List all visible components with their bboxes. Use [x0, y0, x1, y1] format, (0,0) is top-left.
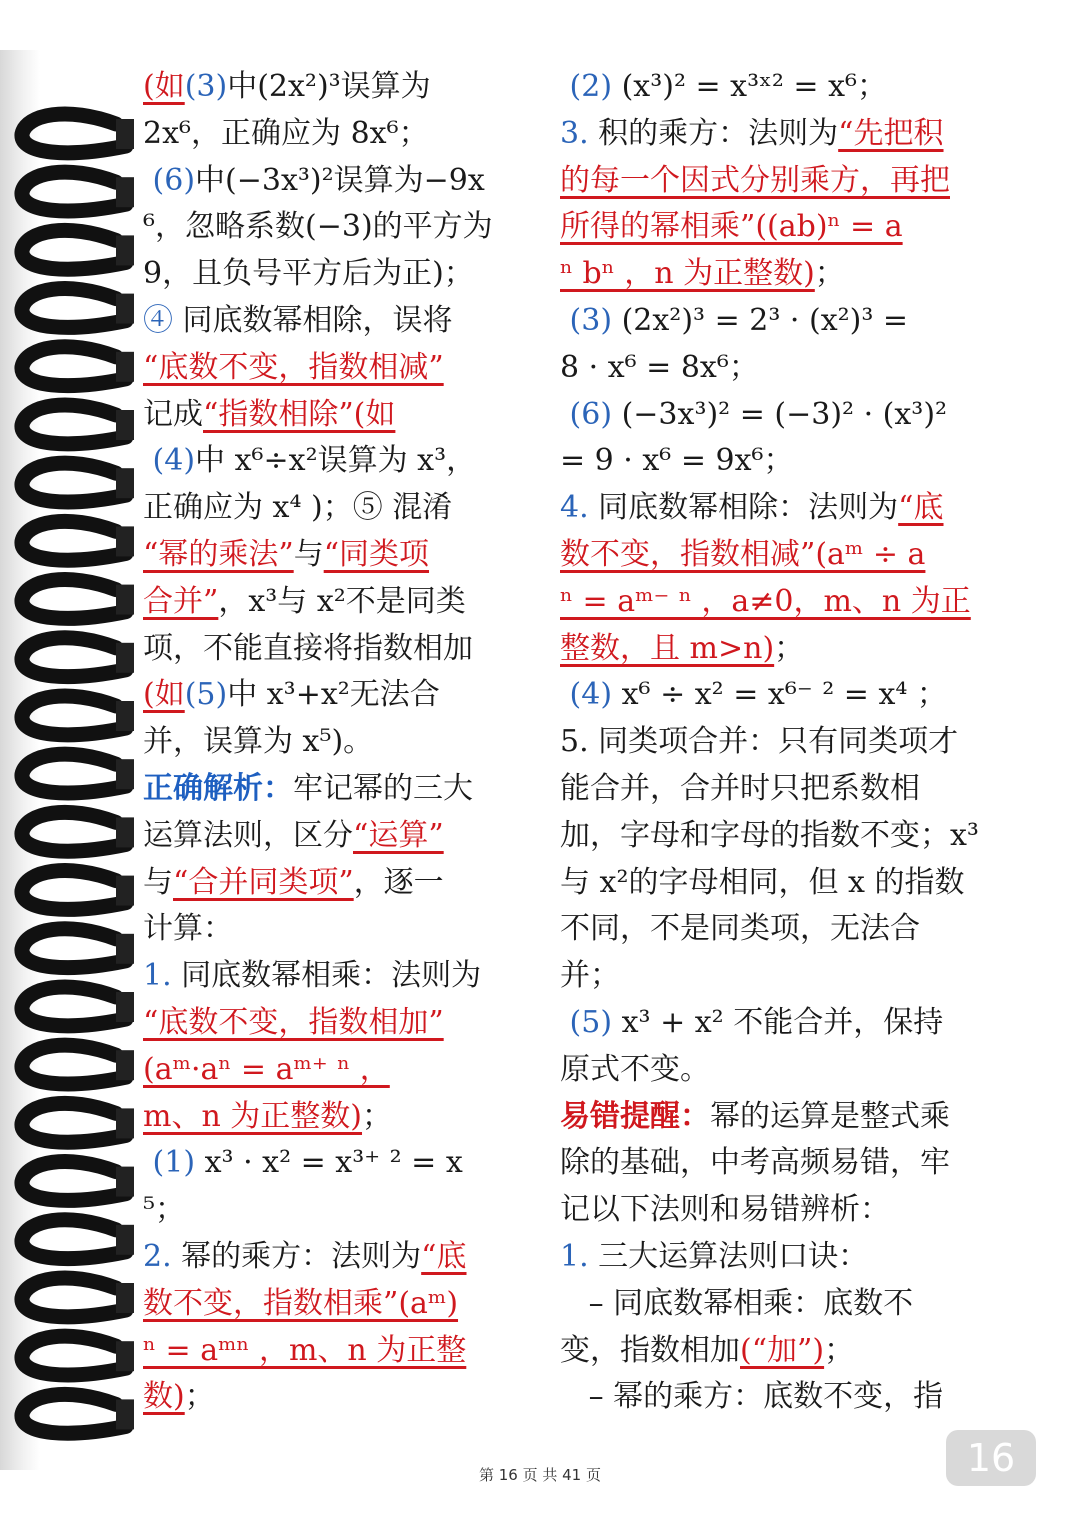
- spiral-coil: [22, 812, 126, 851]
- text-line: 加，字母和字母的指数不变；x³: [560, 817, 979, 853]
- spiral-coil: [22, 754, 126, 793]
- spiral-hole: [116, 876, 134, 906]
- spiral-coil: [22, 1220, 126, 1259]
- spiral-coil: [22, 463, 126, 502]
- spiral-coil: [22, 1278, 126, 1317]
- text-line: 除的基础，中考高频易错，牢: [560, 1145, 950, 1181]
- spiral-coil: [22, 929, 126, 968]
- text-line: 整数，且 m>n)；: [560, 630, 805, 666]
- page-footer: 第 16 页 共 41 页: [478, 1466, 601, 1484]
- left-column: [143, 64, 513, 1421]
- text-line: (1) x³ · x² = x³⁺ ² = x: [152, 1145, 463, 1181]
- text-line: – 同底数幂相乘：底数不: [588, 1285, 914, 1321]
- text-line: 数不变，指数相减”(aᵐ ÷ a: [560, 536, 926, 572]
- page-number-badge: 16: [946, 1430, 1036, 1486]
- text-line: (aᵐ·aⁿ = aᵐ⁺ ⁿ ，: [143, 1051, 390, 1087]
- text-line: 能合并，合并时只把系数相: [560, 770, 920, 806]
- spiral-hole: [116, 934, 134, 964]
- text-line: (2) (x³)² = x³ˣ² = x⁶；: [569, 69, 888, 104]
- spiral-hole: [116, 1108, 134, 1138]
- text-line: (4) x⁶ ÷ x² = x⁶⁻ ² = x⁴ ；: [569, 677, 947, 713]
- spiral-hole: [116, 468, 134, 498]
- text-line: ⁿ = aᵐⁿ ，m、n 为正整: [143, 1332, 467, 1368]
- spiral-hole: [116, 526, 134, 556]
- text-line: 记成“指数相除”(如: [143, 396, 396, 432]
- text-line: 与“合并同类项”，逐一: [143, 864, 444, 900]
- text-line: 与 x²的字母相同，但 x 的指数: [560, 864, 965, 900]
- spiral-coil: [22, 871, 126, 910]
- spiral-coil: [22, 580, 126, 619]
- spiral-coil: [22, 1103, 126, 1142]
- spiral-coil: [22, 289, 126, 328]
- text-line: “底数不变，指数相减”: [143, 349, 444, 385]
- text-line: ⁿ = aᵐ⁻ ⁿ ，a≠0，m、n 为正: [560, 583, 971, 619]
- spiral-hole: [116, 410, 134, 440]
- spiral-hole: [116, 1341, 134, 1371]
- spiral-hole: [116, 701, 134, 731]
- text-line: 原式不变。: [560, 1051, 710, 1087]
- spiral-binding: [8, 0, 148, 1528]
- spiral-hole: [116, 1050, 134, 1080]
- text-line: 计算：: [143, 911, 233, 947]
- text-line: 数)；: [143, 1379, 215, 1415]
- spiral-hole: [116, 759, 134, 789]
- text-line: ⁵；: [143, 1192, 186, 1228]
- spiral-coil: [22, 172, 126, 211]
- text-line: “幂的乘法”与“同类项: [143, 536, 430, 572]
- spiral-coil: [22, 230, 126, 269]
- spiral-coil: [22, 1045, 126, 1084]
- text-line: 变，指数相加(“加”)；: [560, 1332, 855, 1368]
- text-line: 合并”，x³与 x²不是同类: [143, 583, 466, 619]
- spiral-hole: [116, 294, 134, 324]
- spiral-hole: [116, 1283, 134, 1313]
- spiral-coil: [22, 696, 126, 735]
- spiral-hole: [116, 643, 134, 673]
- text-line: 9，且负号平方后为正)；: [143, 256, 474, 292]
- text-line: ⁶，忽略系数(−3)的平方为: [143, 209, 493, 245]
- text-line: (6) (−3x³)² = (−3)² · (x³)²: [569, 396, 948, 432]
- text-line: (6)中(−3x³)²误算为−9x: [152, 162, 485, 198]
- text-line: 记以下法则和易错辨析：: [560, 1192, 890, 1228]
- spiral-hole: [116, 177, 134, 207]
- text-line: 并，误算为 x⁵)。: [143, 724, 374, 760]
- text-line: 数不变，指数相乘”(aᵐ): [143, 1285, 459, 1321]
- text-line: 并；: [560, 958, 620, 994]
- spiral-coil: [22, 987, 126, 1026]
- text-line: 8 · x⁶ = 8x⁶；: [560, 349, 759, 385]
- text-line: 2. 幂的乘方：法则为“底: [143, 1238, 467, 1274]
- spiral-coil: [22, 1162, 126, 1201]
- text-line: 5. 同类项合并：只有同类项才: [560, 724, 959, 760]
- text-line: 正确应为 x⁴ )；⑤ 混淆: [143, 490, 453, 526]
- text-line: 1. 三大运算法则口诀：: [560, 1238, 869, 1274]
- spiral-hole: [116, 119, 134, 149]
- spiral-hole: [116, 1225, 134, 1255]
- text-line: 3. 积的乘方：法则为“先把积: [560, 115, 944, 151]
- text-line: – 幂的乘方：底数不变，指: [588, 1379, 944, 1415]
- text-line: (5) x³ + x² 不能合并，保持: [569, 1004, 944, 1040]
- text-line: 4. 同底数幂相除：法则为“底: [560, 490, 944, 526]
- spiral-hole: [116, 585, 134, 615]
- spiral-coil: [22, 114, 126, 153]
- spiral-coil: [22, 638, 126, 677]
- spiral-hole: [116, 235, 134, 265]
- text-line: ④ 同底数幂相除，误将: [143, 302, 453, 338]
- text-line: 项，不能直接将指数相加: [143, 630, 473, 666]
- spiral-coil: [22, 521, 126, 560]
- text-line: m、n 为正整数)；: [143, 1098, 393, 1134]
- text-line: ⁿ bⁿ ，n 为正整数)；: [560, 256, 845, 292]
- text-line: 不同，不是同类项，无法合: [560, 911, 920, 947]
- text-line: (如(5)中 x³+x²无法合: [143, 677, 440, 713]
- spiral-hole: [116, 352, 134, 382]
- right-column: [560, 64, 1020, 1421]
- text-line: (4)中 x⁶÷x²误算为 x³，: [152, 443, 477, 479]
- spiral-coil: [22, 1336, 126, 1375]
- text-line: 所得的幂相乘”((ab)ⁿ = a: [560, 209, 903, 245]
- spiral-hole: [116, 817, 134, 847]
- spiral-coil: [22, 405, 126, 444]
- spiral-hole: [116, 992, 134, 1022]
- text-line: 运算法则，区分“运算”: [143, 817, 444, 853]
- text-line: 1. 同底数幂相乘：法则为: [143, 958, 482, 994]
- spiral-coil: [22, 347, 126, 386]
- text-line: = 9 · x⁶ = 9x⁶；: [560, 443, 794, 479]
- text-line: 正确解析：牢记幂的三大: [143, 770, 473, 806]
- spiral-hole: [116, 1167, 134, 1197]
- text-line: (如(3)中(2x²)³误算为: [143, 69, 431, 104]
- text-line: 易错提醒：幂的运算是整式乘: [560, 1098, 950, 1134]
- text-line: (3) (2x²)³ = 2³ · (x²)³ =: [569, 302, 909, 338]
- spiral-coil: [22, 1394, 126, 1433]
- spiral-hole: [116, 1399, 134, 1429]
- text-line: “底数不变，指数相加”: [143, 1004, 444, 1040]
- text-line: 的每一个因式分别乘方，再把: [560, 162, 950, 198]
- text-line: 2x⁶，正确应为 8x⁶；: [143, 115, 429, 151]
